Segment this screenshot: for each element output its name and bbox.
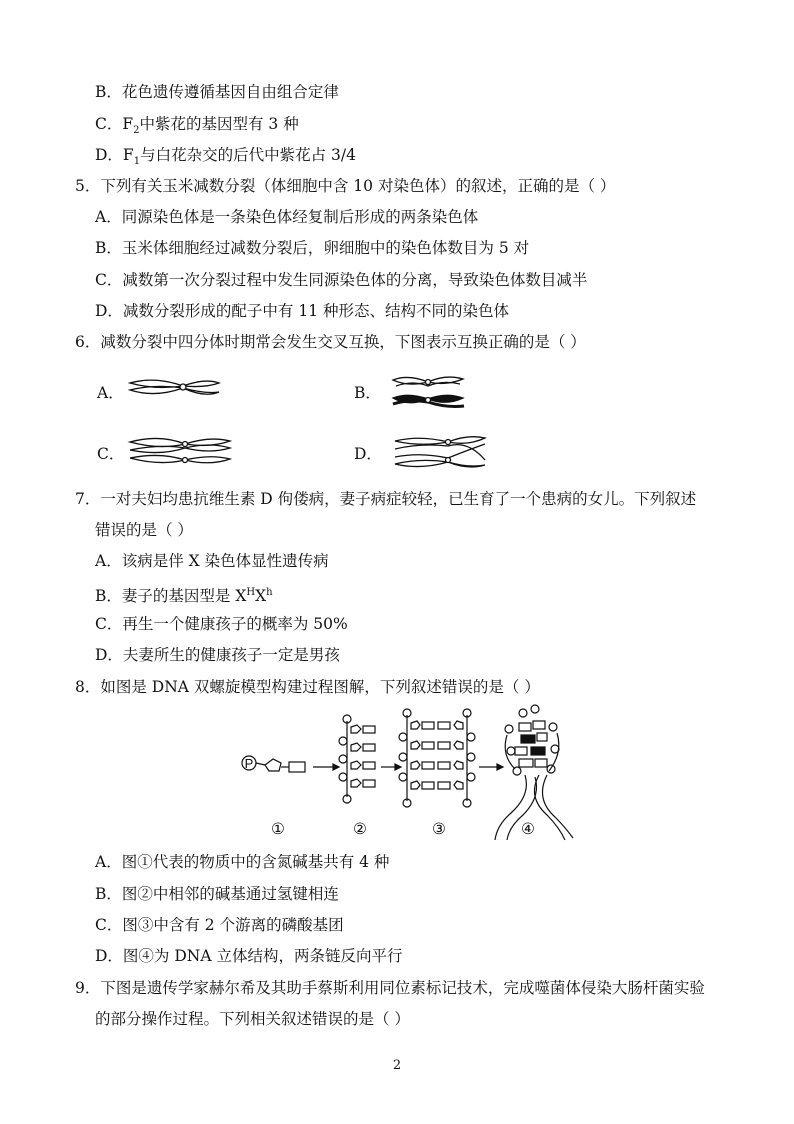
q6-stem: 6．减数分裂中四分体时期常会发生交叉互换，下图表示互换正确的是（ ） xyxy=(75,333,586,351)
q8-option-a: A．图①代表的物质中的含氮碱基共有 4 种 xyxy=(95,853,390,871)
figure-label-3: ③ xyxy=(432,820,446,838)
q7-option-b: B．妻子的基因型是 $X^HX^h$ xyxy=(95,587,273,606)
q8-option-d: D．图④为 DNA 立体结构，两条链反向平行 xyxy=(95,947,403,965)
q8-stem: 8．如图是 DNA 双螺旋模型构建过程图解，下列叙述错误的是（ ） xyxy=(75,678,540,696)
phosphate-label: P xyxy=(244,756,254,771)
figure-label-4: ④ xyxy=(521,820,535,838)
chromosome-figure-d xyxy=(390,432,490,472)
q6-label-d: D． xyxy=(354,445,382,463)
q6-label-a: A． xyxy=(97,384,124,402)
figure-label-2: ② xyxy=(353,820,367,838)
q8-option-b: B．图②中相邻的碱基通过氢键相连 xyxy=(95,885,339,903)
chromosome-figure-a xyxy=(125,374,225,404)
q4-option-b: B．花色遗传遵循基因自由组合定律 xyxy=(95,83,339,101)
q6-label-b: B． xyxy=(354,384,381,402)
q4-option-d: D．$F_1$与白花杂交的后代中紫花占 3/4 xyxy=(95,146,356,168)
q4-option-c: C．$F_2$中紫花的基因型有 3 种 xyxy=(95,115,299,137)
q7-option-c: C．再生一个健康孩子的概率为 50% xyxy=(95,615,348,633)
q6-label-c: C． xyxy=(97,445,125,463)
q5-option-c: C．减数第一次分裂过程中发生同源染色体的分离，导致染色体数目减半 xyxy=(95,271,588,289)
page-number: 2 xyxy=(392,1058,402,1073)
q5-option-d: D．减数分裂形成的配子中有 11 种形态、结构不同的染色体 xyxy=(95,302,510,320)
q9-stem-line1: 9．下图是遗传学家赫尔希及其助手蔡斯利用同位素标记技术，完成噬菌体侵染大肠杆菌实验 xyxy=(75,979,705,997)
q5-option-b: B．玉米体细胞经过减数分裂后，卵细胞中的染色体数目为 5 对 xyxy=(95,239,530,257)
q7-option-d: D．夫妻所生的健康孩子一定是男孩 xyxy=(95,646,340,664)
q5-option-a: A．同源染色体是一条染色体经复制后形成的两条染色体 xyxy=(95,208,479,226)
q9-stem-line2: 的部分操作过程。下列相关叙述错误的是（ ） xyxy=(95,1010,410,1028)
chromosome-figure-c xyxy=(125,432,235,472)
q7-stem-line2: 错误的是（ ） xyxy=(95,521,193,539)
q7-option-a: A．该病是伴 X 染色体显性遗传病 xyxy=(95,552,329,570)
q8-option-c: C．图③中含有 2 个游离的磷酸基团 xyxy=(95,916,344,934)
figure-label-1: ① xyxy=(271,820,285,838)
q7-stem-line1: 7．一对夫妇均患抗维生素 D 佝偻病，妻子病症较轻，已生育了一个患病的女儿。下列叙述 xyxy=(75,490,697,508)
q5-stem: 5．下列有关玉米减数分裂（体细胞中含 10 对染色体）的叙述，正确的是（ ） xyxy=(75,177,616,195)
chromosome-figure-b xyxy=(388,372,468,412)
